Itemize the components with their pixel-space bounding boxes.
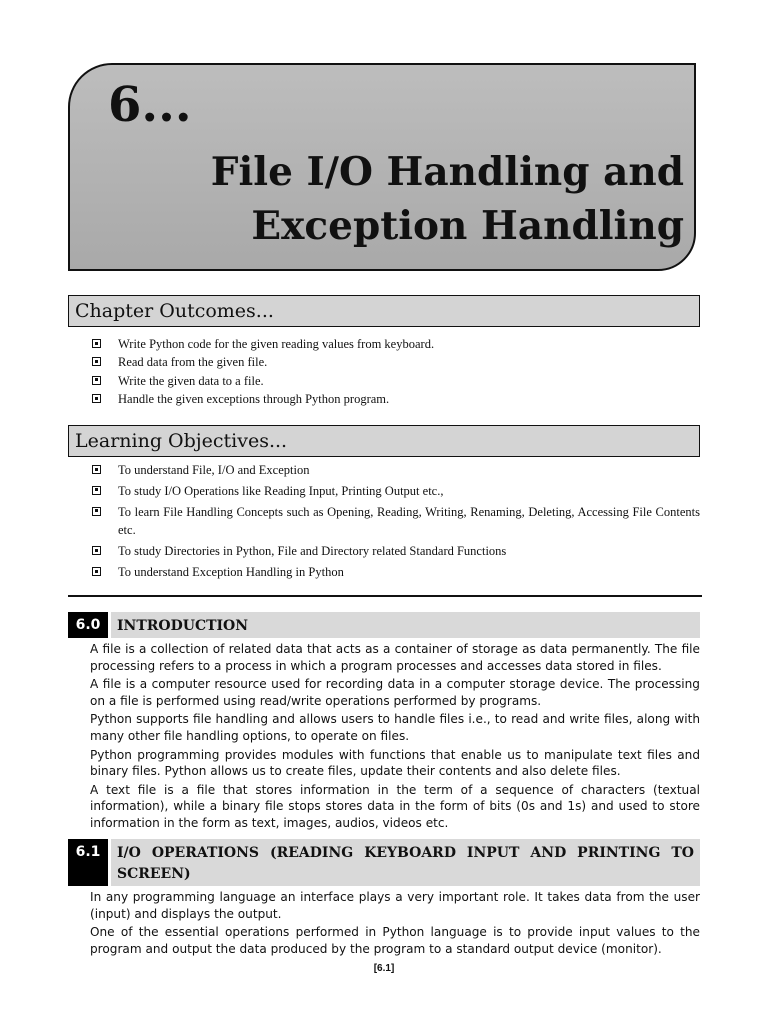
square-bullet-icon: [92, 546, 101, 555]
section-number: 6.0: [68, 612, 108, 638]
section-divider: [68, 595, 702, 597]
square-bullet-icon: [92, 486, 101, 495]
list-item: To study I/O Operations like Reading Input, Printing Output etc.,: [92, 482, 700, 500]
square-bullet-icon: [92, 567, 101, 576]
section-6-0-header: [68, 612, 700, 638]
paragraph: A file is a collection of related data that acts as a container of storage as data permanently. The file processing refers to a process in which a program processes and accesses data stored in files.: [90, 642, 700, 673]
section-6-1-header: [68, 839, 700, 886]
chapter-title: [211, 145, 684, 253]
list-item: To study Directories in Python, File and Directory related Standard Functions: [92, 542, 700, 560]
square-bullet-icon: [92, 465, 101, 474]
paragraph: A file is a computer resource used for recording data in a computer storage device. The processing on a file is performed using read/write operations performed by programs.: [90, 677, 700, 708]
chapter-title-line-1: File I/O Handling and: [210, 149, 684, 195]
list-item: To learn File Handling Concepts such as Opening, Reading, Writing, Renaming, Deleting, Accessing File Contents etc.: [92, 503, 700, 540]
section-title: INTRODUCTION: [108, 612, 700, 638]
section-6-0-body: [90, 641, 700, 834]
list-item: Handle the given exceptions through Python program.: [92, 390, 700, 408]
square-bullet-icon: [92, 376, 101, 385]
square-bullet-icon: [92, 357, 101, 366]
list-item: To understand Exception Handling in Python: [92, 563, 700, 581]
learning-objectives-heading: Learning Objectives...: [68, 425, 700, 457]
learning-objectives-list: [92, 461, 700, 581]
section-number: 6.1: [68, 839, 108, 886]
square-bullet-icon: [92, 394, 101, 403]
list-item: Write the given data to a file.: [92, 372, 700, 390]
list-item: Write Python code for the given reading values from keyboard.: [92, 335, 700, 353]
chapter-number: 6...: [108, 77, 192, 133]
list-item: To understand File, I/O and Exception: [92, 461, 700, 479]
chapter-outcomes-list: [92, 335, 700, 409]
section-title: I/O OPERATIONS (READING KEYBOARD INPUT AND PRINTING TO SCREEN): [108, 839, 700, 886]
square-bullet-icon: [92, 339, 101, 348]
page-number: [6.1]: [373, 963, 395, 974]
list-item: Read data from the given file.: [92, 353, 700, 371]
paragraph: Python programming provides modules with functions that enable us to manipulate text files and binary files. Python allows us to create files, update their contents and also delete files.: [90, 747, 700, 779]
section-6-1-body: [90, 889, 700, 959]
chapter-title-line-2: Exception Handling: [251, 203, 684, 249]
chapter-outcomes-heading: Chapter Outcomes...: [68, 295, 700, 327]
paragraph: One of the essential operations performed in Python language is to provide input values to the program and output the data produced by the program to a standard output device (monitor).: [90, 925, 700, 956]
paragraph: Python supports file handling and allows users to handle files i.e., to read and write files, along with many other file handling options, to operate on files.: [90, 712, 700, 743]
chapter-title-box: [68, 63, 696, 271]
square-bullet-icon: [92, 507, 101, 516]
paragraph: A text file is a file that stores information in the term of a sequence of characters (textual information), while a binary file stops stores data in the form of bits (0s and 1s) and used to store information in the form as text, images, audios, videos etc.: [90, 782, 700, 830]
paragraph: In any programming language an interface plays a very important role. It takes data from the user (input) and displays the output.: [90, 890, 700, 921]
